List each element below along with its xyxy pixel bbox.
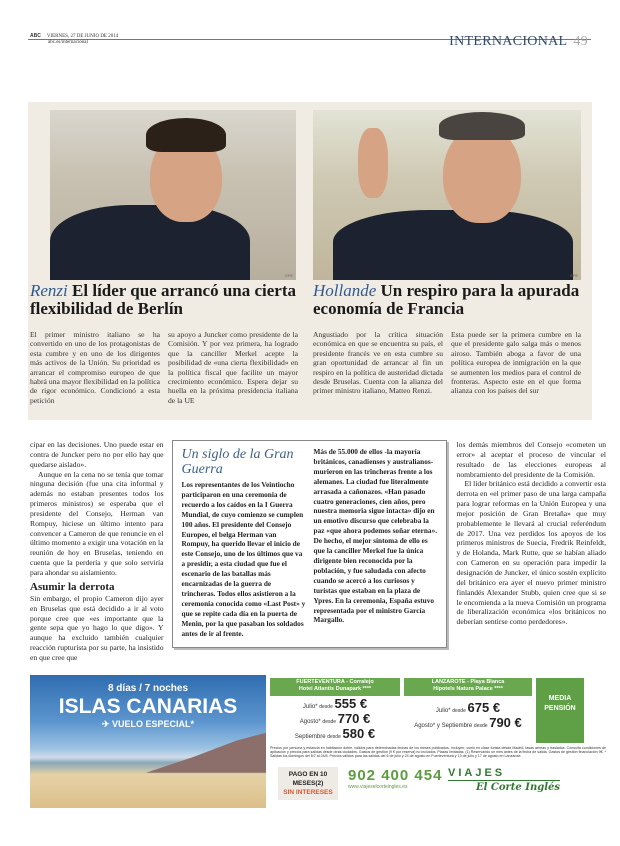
hollande-photo (313, 110, 581, 280)
photo-credit: EFE (570, 273, 578, 278)
renzi-photo (50, 110, 296, 280)
ad-phone[interactable]: 902 400 454 (348, 766, 443, 784)
renzi-profile (30, 282, 298, 405)
body-column-4 (457, 440, 606, 627)
brand: ABC (30, 33, 41, 39)
hotel-location: LANZAROTE - Playa Blanca (431, 678, 505, 685)
hotel1-offer (270, 678, 400, 743)
paragraph: los demás miembros del Consejo «cometen un error» al aceptar el proceso de vincular el resultado de las elecciones europeas al nombramiento del presidente de la Comisión. (456, 440, 606, 479)
ad-flight (30, 719, 266, 730)
no-interest-text: SIN INTERESES (283, 788, 333, 796)
ad-destination: ISLAS CANARIAS (58, 694, 238, 718)
hotel-name: Hipotels Natura Palace **** (433, 686, 503, 693)
ad-duration: 8 días / 7 noches (107, 682, 189, 694)
photo-credit: EFE (285, 273, 293, 278)
hotel-name: Hotel Atlantis Dunapark **** (298, 686, 372, 693)
flight-label: VUELO ESPECIAL* (112, 718, 195, 729)
hotel2-header (404, 678, 532, 696)
name-kicker: Renzi (30, 281, 68, 300)
hollande-lead-col1: Angustiado por la crítica situación económica en que se encuentra su país, el presidente francés ve en esta cumbre su gran oportunidad de arrancar al fin un respiro en la política de austeridad dictada desde Bruselas. Cuenta con la alianza del primer ministro italiano, Matteo Renzi. (313, 330, 443, 396)
hotel2-offer (404, 678, 532, 743)
payment-text: PAGO EN 10 MESES(2) (288, 770, 328, 787)
hollande-profile (313, 282, 591, 396)
contact (348, 766, 443, 791)
ad-website[interactable]: www.viajeselcorteingles.es (348, 783, 408, 790)
paragraph: Aunque en la cena no se tenía que tomar ninguna decisión (fue una cita informal y además no estaban presentes todos los primeros ministros) se esperaba que el presidente del Consejo, Herman van Rompuy, hiciese un último intento para convencer a Cameron de que renuncie en el último momento a exigir una votación en la reunión de hoy en Bruselas, teniendo en cuenta que la perdería y que solo serviría para ahondar su aislamiento. (30, 469, 164, 577)
hollande-lead-col2: Esta puede ser la primera cumbre en la que el presidente galo salga más o menos airoso. También aboga a favor de una política europea de inmigración en la que se aumenten los medios para el control de fronteras. Aspecto este en el que forma alianza con los países del sur (451, 330, 581, 396)
headline-text: El líder que arrancó una cierta flexibilidad de Berlín (30, 281, 297, 318)
sidebar-title: Un siglo de la Gran Guerra (181, 447, 294, 477)
hollande-headline (313, 282, 591, 318)
half-board-badge: MEDIA PENSIÓN (536, 678, 584, 743)
ad-fine-print: Precios por persona y estancia en habitación doble, válidos para determinadas fechas de los meses publicados. Incluyen: vuelo en clase turista desde Madrid, tasas aéreas y traslados. Consulta condiciones de aplicación y precios para salidas desde otras ciudades. Gastos de gestión (9 € por reserva) no incluidos. Plazas limitadas. (1) Reservando un mes antes de la fecha de salida. Gastos de gestión financiación 9€. * Salidas los domingos del 6/7 al 24/8. Precios válidos para las salidas del 6 de julio y 24 de agosto en Fuerteventura y 13 de julio y 17 de agosto en Lanzarote. (270, 745, 607, 759)
ad-beach-image[interactable] (30, 675, 266, 808)
hotel-location: FUERTEVENTURA - Corralejo (296, 678, 374, 685)
paragraph: Sin embargo, el propio Cameron dijo ayer en Bruselas que está decidido a ir al voto porque cree que «es importante que la gente sepa que yo hago lo que digo». Y aunque ha excluido también cualquier reacción rupturista por su parte, ha insistido en que cree que (30, 593, 164, 662)
hotel1-header (270, 678, 400, 696)
payment-badge (278, 767, 338, 800)
renzi-lead-col1: El primer ministro italiano se ha convertido en uno de los protagonistas de esta cumbre y en uno de los dirigentes más activos de la Unión. Su prioridad es arrancar el compromiso europeo de que habrá una mayor flexibilidad en la política de rigor económico. Condicionó a esta petición (30, 330, 160, 405)
travel-advertisement (30, 675, 606, 808)
subheading: Asumir la derrota (30, 580, 115, 593)
viajes-logo: VIAJES (448, 767, 560, 781)
article-body (30, 440, 606, 808)
paragraph: cipar en las decisiones. Uno puede estar en contra de Juncker pero no por ello hay que quedarse aislado». (30, 440, 164, 469)
paragraph: El líder británico está decidido a convertir esta derrota en «el primer paso de una larga campaña para lograr reformas en la Unión Europea y una mejor posición de Gran Bretaña» que muy probablemente le llevará al crucial referéndum de 2017. Una vez perdidos los apoyos de los primeros ministros de Suecia, Fredrik Reinfeldt, y de Holanda, Mark Rutte, que se habían aliado con Cameron en su operación para impedir la designación de Juncker, el único sostén explícito del británico era ayer el nuevo primer ministro finlandés Alexander Stubb, quien cree que si se le encomienda a la nueva Comisión un programa de liberalización económica «los británicos no deberían sentirse como perdedores». (456, 479, 607, 627)
date: VIERNES, 27 DE JUNIO DE 2014 (46, 34, 119, 39)
sidebar-column-1: Los representantes de los Veintiocho participaron en una ceremonia de recuerdo a los caídos en la I Guerra Mundial, de cuyo comienzo se cumplen 100 años. El presidente del Consejo Europeo, el belga Herman van Rompuy, ha querido llevar el inicio de este Consejo, uno de los últimos que va a presidir, a esta ciudad que fue el escenario de las batallas más encarnizadas de la guerra de trincheras. Todos ellos asistieron a la ceremonia conocida como «Last Post» y que se repite cada día en la puerta de Menin, por la que pasaban los soldados antes de ir al frente. (181, 480, 306, 638)
section-name: INTERNACIONAL (449, 34, 568, 49)
headline-text: Un respiro para la apurada economía de Francia (313, 281, 580, 318)
el-corte-ingles-logo: El Corte Inglés (476, 781, 560, 793)
section-title (449, 34, 588, 50)
ad-offers (270, 675, 606, 808)
url: abc.es/internacional (48, 40, 88, 45)
brand-logo (448, 767, 560, 794)
sidebar-column-2: Más de 55.000 de ellos -la mayoría británicos, canadienses y australianos- murieron en las trincheras frente a los alemanes. La ciudad fue literalmente arrasada a cañonazos. «Han pasado cuatro generaciones, cien años, pero nuestra memoria sigue intacta» dijo en un emotivo discurso que celebraba la paz «que ahora podemos soñar eterna». De hecho, el mejor síntoma de ello es que la canciller Merkel fue la única dirigente bien reconocida por la población, y fue saludada con afecto cuando se acercó a los curiosos y turistas que estaban en la plaza de Ypres. En la ceremonia, España estuvo representada por el ministro García Margallo. (313, 447, 438, 625)
name-kicker: Hollande (313, 281, 377, 300)
plane-icon: ✈ (101, 718, 113, 729)
sidebar-box (172, 440, 447, 648)
renzi-headline (30, 282, 298, 318)
renzi-lead-col2: su apoyo a Juncker como presidente de la Comisión. Y por vez primera, ha logrado que la canciller Merkel acepte la posibilidad de «una cierta flexibilidad» en la política fiscal que facilite un mayor crecimiento económico. Espera dejar su huella en la próxima presidencia italiana de la UE (168, 330, 298, 405)
hotel1-prices: Julio* desde 555 € Agosto* desde 770 € Septiembre desde 580 € (294, 695, 376, 741)
page-number: 49 (573, 34, 588, 49)
masthead (30, 33, 118, 46)
body-column-1 (30, 440, 164, 663)
hotel2-prices: Julio* desde 675 € Agosto* y Septiembre desde 790 € (414, 699, 522, 730)
